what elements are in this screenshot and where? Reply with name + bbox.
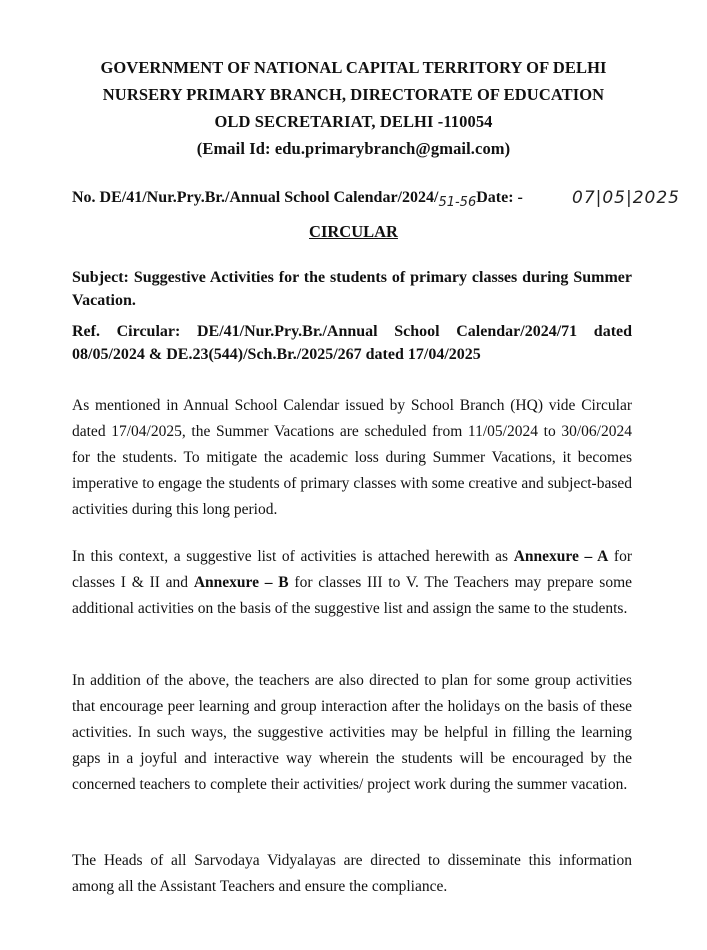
paragraph-1: As mentioned in Annual School Calendar issued by School Branch (HQ) vide Circular dated 17/04/2025, the Summer Vacations are scheduled from 11/05/2024 to 30/06/2024 for the students. To mitigate the academic loss during Summer Vacations, it becomes imperative to engage the students of primary classes with some creative and subject-based activities during this long period. bbox=[72, 397, 632, 518]
subject-text: Suggestive Activities for the students of primary classes during Summer Vacation. bbox=[72, 269, 632, 309]
handwritten-date: 07|05|2025 bbox=[572, 188, 680, 208]
header-branch: NURSERY PRIMARY BRANCH, DIRECTORATE OF EDUCATION bbox=[102, 85, 605, 104]
header-address: OLD SECRETARIAT, DELHI -110054 bbox=[214, 112, 493, 131]
paragraph-2 bbox=[72, 544, 632, 622]
ref-circular-text: DE/41/Nur.Pry.Br./Annual School Calendar/2024/71 dated 08/05/2024 & DE.23(544)/Sch.Br./2025/267 dated 17/04/2025 bbox=[72, 323, 633, 363]
reference-number: No. DE/41/Nur.Pry.Br./Annual School Calendar/2024/ bbox=[72, 189, 439, 206]
subject-label: Subject: bbox=[72, 269, 129, 286]
subject-block bbox=[72, 266, 632, 312]
header-email: (Email Id: edu.primarybranch@gmail.com) bbox=[196, 139, 511, 158]
header-government: GOVERNMENT OF NATIONAL CAPITAL TERRITORY OF DELHI bbox=[100, 58, 607, 77]
ref-circular-block bbox=[72, 320, 632, 366]
paragraph-2-part-b: for classes I & II and bbox=[72, 548, 632, 591]
date-label: Date: - bbox=[476, 189, 523, 206]
ref-circular-label: Ref. Circular: bbox=[72, 323, 181, 340]
annexure-b: Annexure – B bbox=[193, 574, 289, 591]
annexure-a: Annexure – A bbox=[513, 548, 609, 565]
handwritten-number: 51-56 bbox=[438, 195, 477, 210]
paragraph-3: In addition of the above, the teachers are also directed to plan for some group activities that encourage peer learning and group interaction after the holidays on the basis of these activities. In such ways, the suggestive activities may be helpful in filling the learning gaps in a joyful and interactive way wherein the students will be encouraged by the concerned teachers to complete their activities/ project work during the summer vacation. bbox=[72, 672, 632, 793]
paragraph-2-part-a: In this context, a suggestive list of activities is attached herewith as bbox=[72, 548, 509, 565]
circular-title: CIRCULAR bbox=[309, 222, 398, 241]
paragraph-4: The Heads of all Sarvodaya Vidyalayas are directed to disseminate this information among all the Assistant Teachers and ensure the compliance. bbox=[72, 852, 632, 895]
paragraph-2-part-c: for classes III to V. The Teachers may prepare some additional activities on the basis of the suggestive list and assign the same to the students. bbox=[72, 574, 633, 617]
reference-number-line bbox=[72, 189, 523, 210]
